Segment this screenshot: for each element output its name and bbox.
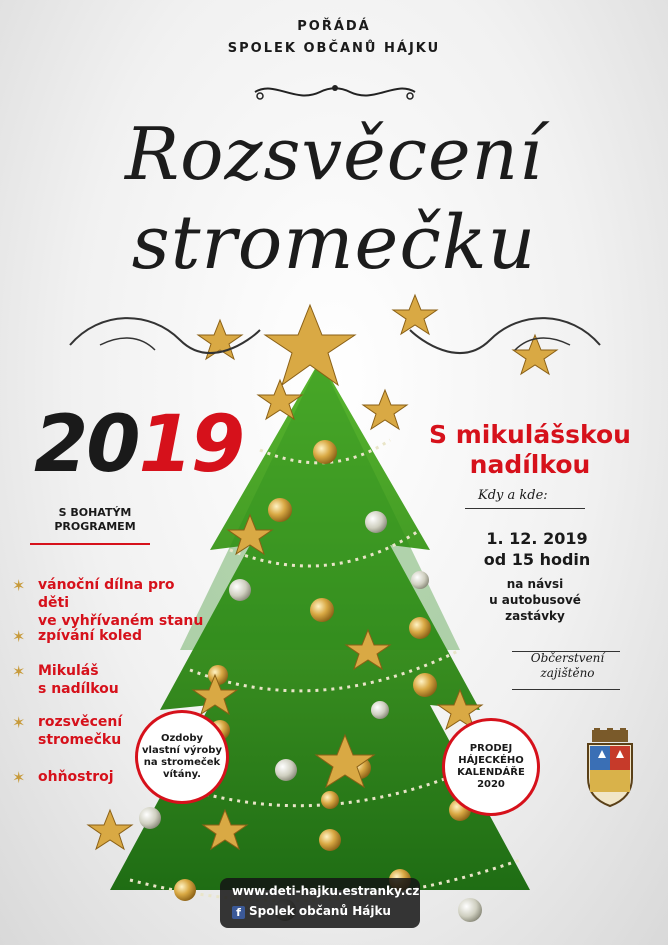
gold-star-icon: ✶ (12, 713, 26, 732)
refreshments-line2: zajištěno (540, 666, 595, 680)
event-year (34, 400, 243, 490)
refreshments-line1: Občerstvení (530, 651, 605, 665)
facebook-link[interactable] (232, 904, 391, 919)
when-divider (465, 508, 585, 509)
year-part-red: 19 (138, 400, 244, 490)
program-item-text: ve vyhřívaném stanu (38, 613, 204, 629)
program-item (12, 576, 204, 629)
headline (420, 420, 640, 480)
program-item-text: stromečku (38, 732, 122, 748)
program-item-text: rozsvěcení (38, 714, 123, 730)
badge-text: KALENDÁŘE (457, 767, 525, 778)
program-item (12, 662, 202, 698)
ornaments-welcome-badge (135, 710, 229, 804)
event-place-line2: u autobusové (489, 593, 581, 607)
event-title-line2: stromečku (131, 200, 537, 286)
program-divider (30, 543, 150, 545)
swirl-ornament-title (60, 300, 610, 390)
event-place-line1: na návsi (506, 577, 564, 591)
program-item-text: zpívání koled (38, 628, 143, 644)
gold-star-icon: ✶ (12, 768, 26, 787)
program-item-text: ohňostroj (38, 769, 114, 785)
program-item-text: Mikuláš (38, 663, 99, 679)
program-heading-line2: PROGRAMEM (54, 520, 136, 533)
event-date: 1. 12. 2019 (486, 529, 588, 548)
event-place-line3: zastávky (505, 609, 565, 623)
year-part-black: 20 (34, 400, 139, 490)
program-heading-line1: S BOHATÝM (58, 506, 132, 519)
badge-text: 2020 (477, 779, 505, 790)
event-place (470, 576, 600, 624)
organizer-name: SPOLEK OBČANŮ HÁJKU (227, 41, 441, 56)
badge-text: vítány. (162, 769, 201, 780)
badge-text: HÁJECKÉHO (458, 755, 524, 766)
event-time: od 15 hodin (483, 550, 591, 569)
facebook-icon: f (232, 906, 245, 919)
badge-text: na stromeček (143, 757, 221, 768)
calendar-sale-badge (442, 718, 540, 816)
headline-line1: S mikulášskou (429, 420, 631, 449)
event-date-time (462, 528, 612, 570)
gold-star-icon: ✶ (12, 576, 26, 595)
gold-star-icon: ✶ (12, 662, 26, 681)
coat-of-arms-icon (584, 728, 636, 808)
website-link[interactable]: www.deti-hajku.estranky.cz (232, 884, 420, 898)
gold-star-icon: ✶ (12, 627, 26, 646)
swirl-ornament-top (250, 78, 420, 106)
program-item-text: s nadílkou (38, 681, 119, 697)
refreshments-note (515, 651, 620, 681)
when-where-label: Kdy a kde: (478, 488, 548, 503)
event-title-line1: Rozsvěcení (124, 112, 544, 196)
program-item-text: vánoční dílna pro děti (38, 577, 175, 611)
badge-text: PRODEJ (469, 743, 513, 754)
badge-text: Ozdoby (160, 733, 203, 744)
program-item (12, 627, 202, 645)
headline-line2: nadílkou (469, 450, 591, 479)
organizer-label: POŘÁDÁ (297, 19, 371, 34)
footer-contact-box (220, 878, 420, 928)
organizer (0, 16, 668, 60)
refresh-bottom-line (512, 689, 620, 690)
badge-text: vlastní výroby (142, 745, 222, 756)
facebook-page-name: Spolek občanů Hájku (249, 904, 391, 918)
program-heading (40, 506, 150, 534)
